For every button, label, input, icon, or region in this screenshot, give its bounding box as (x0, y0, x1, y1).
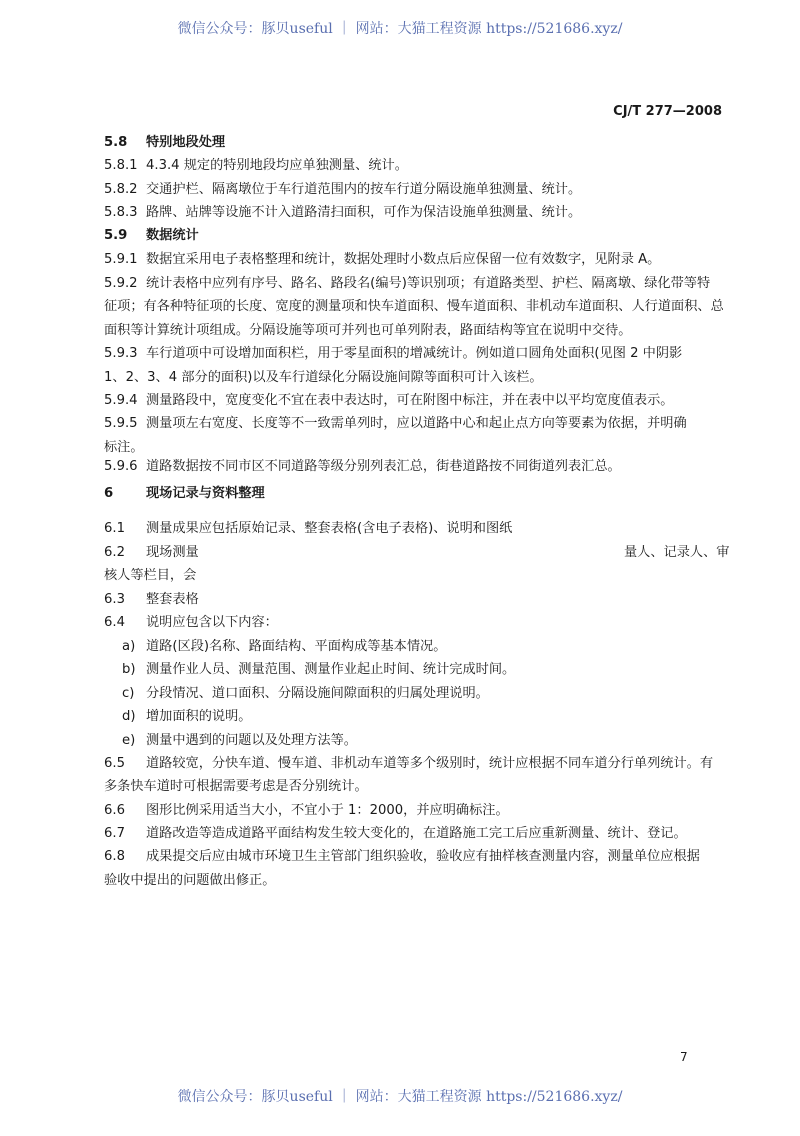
paragraph-line (104, 848, 700, 866)
clause-text: 面积等计算统计项组成。分隔设施等项可并列也可单列附表，路面结构等宜在说明中交待。 (104, 323, 632, 338)
clause-text: 1、2、3、4 部分的面积)以及车行道绿化分隔设施间隙等面积可计入该栏。 (104, 370, 543, 385)
clause-number: 5.8 (104, 135, 128, 150)
clause-number: 6.8 (104, 849, 125, 864)
clause-number: 5.8.2 (104, 182, 138, 197)
clause-number: 5.9 (104, 228, 128, 243)
clause-text: 车行道项中可设增加面积栏，用于零星面积的增减统计。例如道口圆角处面积(见图 2 中阴影 (146, 346, 683, 361)
clause-number: b) (122, 662, 136, 677)
paragraph-line (104, 322, 632, 340)
clause-number: 5.8.3 (104, 205, 138, 220)
paragraph-line (104, 520, 512, 538)
paragraph-line (104, 369, 543, 387)
paragraph-line (104, 778, 368, 796)
paragraph-line (104, 567, 196, 585)
clause-number: 5.9.2 (104, 276, 138, 291)
clause-text: 统计表格中应列有序号、路名、路段名(编号)等识别项；有道路类型、护栏、隔离墩、绿化带等特 (146, 276, 711, 291)
clause-text: 验收中提出的问题做出修正。 (104, 873, 276, 888)
header-watermark: 微信公众号：豚贝useful ｜ 网站：大猫工程资源 https://521686.xyz/ (177, 21, 623, 37)
paragraph-line (104, 392, 674, 410)
page-number: 7 (680, 1050, 688, 1064)
paragraph-line (104, 802, 509, 820)
clause-text: 成果提交后应由城市环境卫生主管部门组织验收，验收应有抽样核查测量内容，测量单位应根据 (146, 849, 700, 864)
paragraph-line (104, 458, 621, 476)
clause-text: 道路较宽，分快车道、慢车道、非机动车道等多个级别时，统计应根据不同车道分行单列统计。有 (146, 756, 714, 771)
text-fragment: 量人、记录人、审 (624, 545, 730, 560)
clause-text: 现场测量 (146, 545, 199, 560)
paragraph-line (104, 275, 710, 293)
paragraph-line (104, 204, 581, 222)
clause-text: 征项；有各种特征项的长度、宽度的测量项和快车道面积、慢车道面积、非机动车道面积、人行道面积、总 (104, 299, 724, 314)
clause-text: 测量中遇到的问题以及处理方法等。 (146, 733, 357, 748)
standard-number: CJ/T 277—2008 (613, 104, 722, 119)
clause-text: 测量成果应包括原始记录、整套表格(含电子表格)、说明和图纸 (146, 521, 513, 536)
clause-number: a) (122, 639, 136, 654)
clause-text: 图形比例采用适当大小，不宜小于 1：2000，并应明确标注。 (146, 803, 509, 818)
paragraph-line (122, 685, 489, 703)
section-heading (104, 134, 225, 152)
paragraph-line (104, 614, 278, 632)
clause-number: 6.7 (104, 826, 125, 841)
paragraph-line (104, 251, 660, 269)
clause-text: 道路(区段)名称、路面结构、平面构成等基本情况。 (146, 639, 447, 654)
clause-text: 说明应包含以下内容： (146, 615, 278, 630)
paragraph-line (104, 345, 682, 363)
paragraph-line (104, 825, 687, 843)
clause-number: c) (122, 686, 135, 701)
clause-text: 特别地段处理 (146, 135, 226, 150)
clause-text: 测量作业人员、测量范围、测量作业起止时间、统计完成时间。 (146, 662, 516, 677)
clause-number: 5.9.3 (104, 346, 138, 361)
footer-watermark: 微信公众号：豚贝useful ｜ 网站：大猫工程资源 https://521686.xyz/ (177, 1089, 623, 1105)
paragraph-line (122, 638, 446, 656)
clause-text: 分段情况、道口面积、分隔设施间隙面积的归属处理说明。 (146, 686, 489, 701)
clause-number: d) (122, 709, 136, 724)
paragraph-line (104, 544, 199, 562)
paragraph-line (122, 661, 515, 679)
paragraph-line (104, 415, 687, 433)
paragraph-line (104, 591, 199, 609)
clause-text: 交通护栏、隔离墩位于车行道范围内的按车行道分隔设施单独测量、统计。 (146, 182, 582, 197)
clause-number: 5.8.1 (104, 158, 138, 173)
clause-text: 现场记录与资料整理 (146, 486, 265, 501)
clause-text: 数据统计 (146, 228, 199, 243)
paragraph-line (104, 755, 713, 773)
clause-number: 6.5 (104, 756, 125, 771)
clause-number: 6.4 (104, 615, 125, 630)
clause-text: 核人等栏目，会 (104, 568, 197, 583)
paragraph-line (104, 872, 275, 890)
paragraph-line (122, 732, 357, 750)
clause-text: 整套表格 (146, 592, 199, 607)
clause-number: 6.3 (104, 592, 125, 607)
clause-text: 道路数据按不同市区不同道路等级分别列表汇总，街巷道路按不同街道列表汇总。 (146, 459, 621, 474)
clause-number: e) (122, 733, 136, 748)
clause-text: 道路改造等造成道路平面结构发生较大变化的，在道路施工完工后应重新测量、统计、登记。 (146, 826, 687, 841)
clause-number: 5.9.6 (104, 459, 138, 474)
clause-number: 5.9.4 (104, 393, 138, 408)
clause-number: 6.6 (104, 803, 125, 818)
clause-number: 6 (104, 486, 114, 501)
clause-text: 标注。 (104, 440, 144, 455)
paragraph-line (104, 181, 581, 199)
paragraph-line (104, 157, 408, 175)
paragraph-line (104, 439, 144, 457)
clause-number: 6.2 (104, 545, 125, 560)
clause-text: 多条快车道时可根据需要考虑是否分别统计。 (104, 779, 368, 794)
section-heading (104, 227, 199, 245)
clause-text: 增加面积的说明。 (146, 709, 252, 724)
clause-text: 数据宜采用电子表格整理和统计，数据处理时小数点后应保留一位有效数字，见附录 A。 (146, 252, 661, 267)
section-heading (104, 485, 265, 503)
clause-text: 测量路段中，宽度变化不宜在表中表达时，可在附图中标注，并在表中以平均宽度值表示。 (146, 393, 674, 408)
clause-number: 5.9.5 (104, 416, 138, 431)
clause-text: 4.3.4 规定的特别地段均应单独测量、统计。 (146, 158, 408, 173)
clause-number: 5.9.1 (104, 252, 138, 267)
paragraph-line (104, 298, 724, 316)
clause-number: 6.1 (104, 521, 125, 536)
clause-text: 路牌、站牌等设施不计入道路清扫面积，可作为保洁设施单独测量、统计。 (146, 205, 582, 220)
paragraph-line (122, 708, 252, 726)
clause-text: 测量项左右宽度、长度等不一致需单列时，应以道路中心和起止点方向等要素为依据，并明确 (146, 416, 687, 431)
